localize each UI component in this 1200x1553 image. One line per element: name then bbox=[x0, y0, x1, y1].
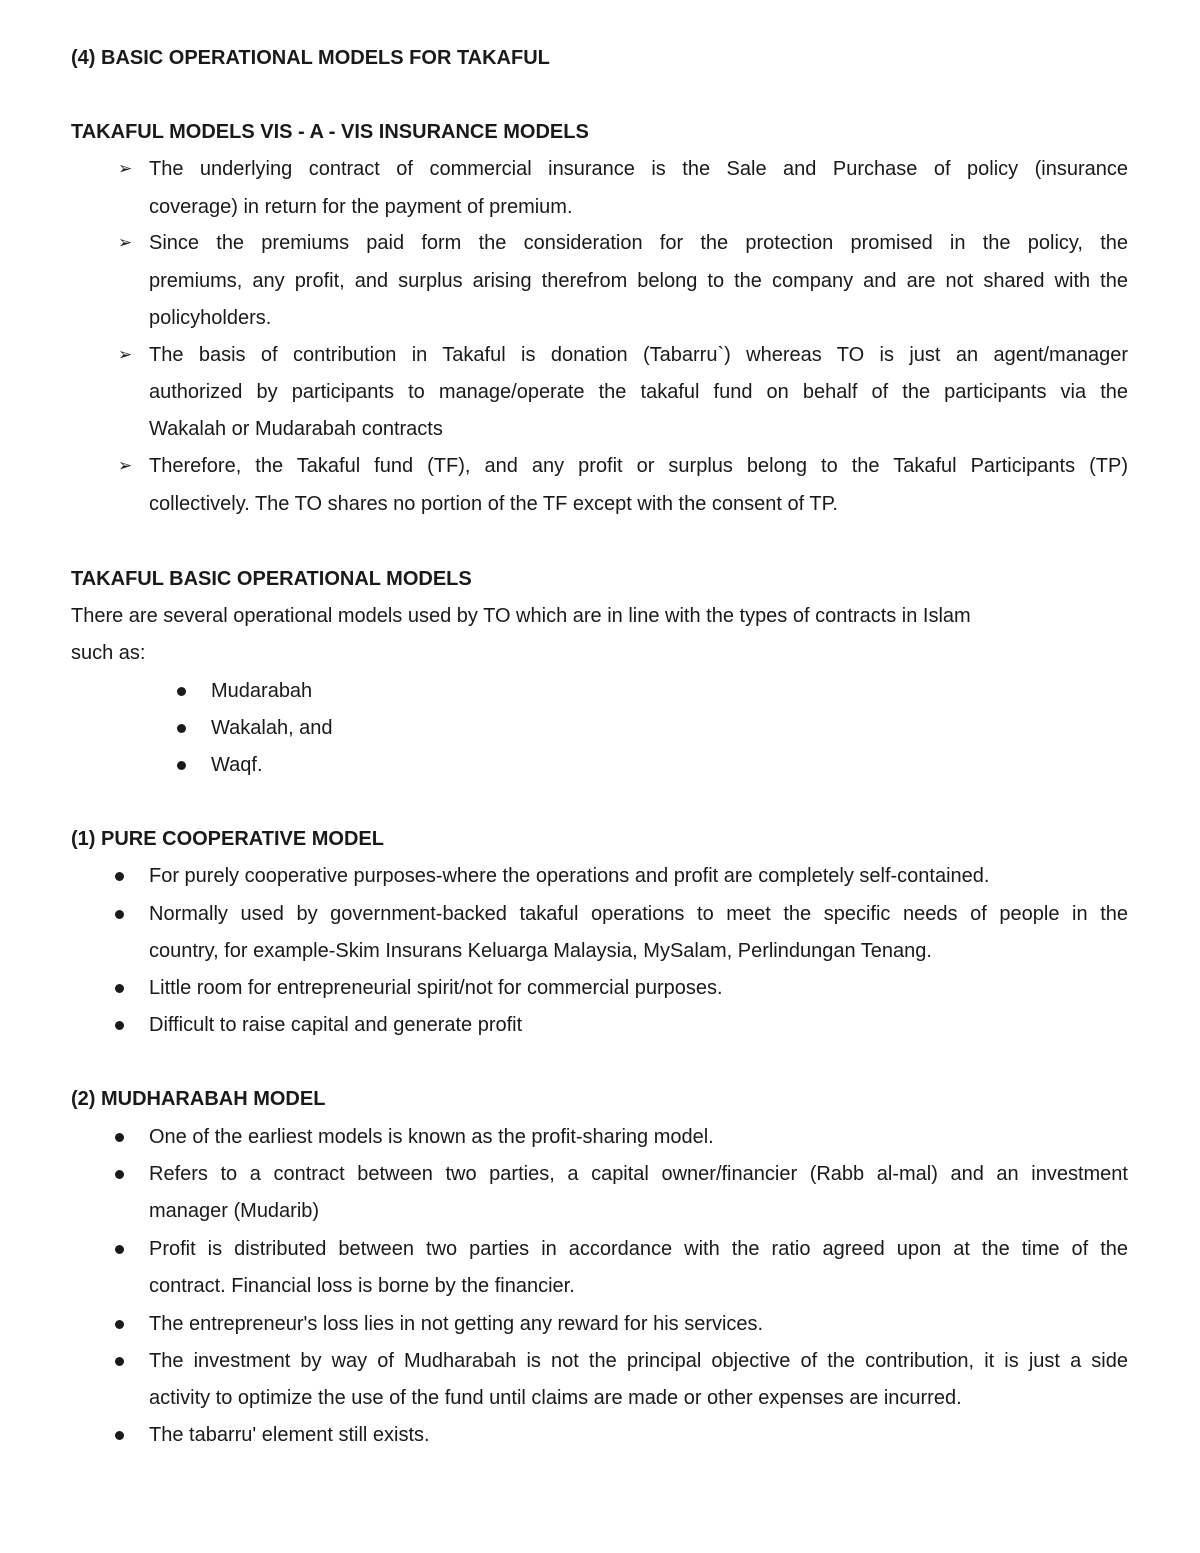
paragraph-line: The basis of contribution in Takaful is donation (Tabarru`) whereas TO is just an agent/manager bbox=[149, 344, 1128, 366]
list-item: Wakalah, and bbox=[211, 717, 333, 739]
paragraph-line: coverage) in return for the payment of premium. bbox=[149, 196, 573, 218]
bullet-icon bbox=[115, 1170, 124, 1179]
list-item: Mudarabah bbox=[211, 680, 313, 702]
arrow-bullet-icon: ➢ bbox=[118, 233, 133, 253]
bullet-icon bbox=[115, 872, 124, 881]
list-item-continued: manager (Mudarib) bbox=[149, 1200, 320, 1222]
bullet-icon bbox=[115, 1320, 124, 1329]
list-item-continued: country, for example-Skim Insurans Keluarga Malaysia, MySalam, Perlindungan Tenang. bbox=[149, 940, 932, 962]
bullet-icon bbox=[115, 1431, 124, 1440]
list-item: Waqf. bbox=[211, 754, 263, 776]
arrow-bullet-icon: ➢ bbox=[118, 456, 133, 476]
bullet-icon bbox=[177, 724, 186, 733]
list-item: Normally used by government-backed takaful operations to meet the specific needs of people in the bbox=[149, 903, 1128, 925]
bullet-icon bbox=[115, 1357, 124, 1366]
bullet-icon bbox=[115, 984, 124, 993]
list-item: One of the earliest models is known as the profit-sharing model. bbox=[149, 1126, 714, 1148]
paragraph-line: authorized by participants to manage/operate the takaful fund on behalf of the participants via the bbox=[149, 381, 1128, 403]
section-heading-mudharabah: (2) MUDHARABAH MODEL bbox=[71, 1088, 326, 1110]
paragraph-line: policyholders. bbox=[149, 307, 272, 329]
paragraph-line: premiums, any profit, and surplus arising therefrom belong to the company and are not shared with the bbox=[149, 270, 1128, 292]
intro-text: There are several operational models used by TO which are in line with the types of contracts in Islam bbox=[71, 605, 971, 627]
list-item: Profit is distributed between two parties in accordance with the ratio agreed upon at the time of the bbox=[149, 1238, 1128, 1260]
list-item: Refers to a contract between two parties, a capital owner/financier (Rabb al-mal) and an investment bbox=[149, 1163, 1128, 1185]
bullet-icon bbox=[115, 1021, 124, 1030]
paragraph-line: collectively. The TO shares no portion of the TF except with the consent of TP. bbox=[149, 493, 838, 515]
paragraph-line: Wakalah or Mudarabah contracts bbox=[149, 418, 443, 440]
bullet-icon bbox=[177, 761, 186, 770]
list-item-continued: activity to optimize the use of the fund until claims are made or other expenses are incurred. bbox=[149, 1387, 962, 1409]
intro-text: such as: bbox=[71, 642, 146, 664]
bullet-icon bbox=[177, 687, 186, 696]
list-item: Little room for entrepreneurial spirit/not for commercial purposes. bbox=[149, 977, 723, 999]
list-item: For purely cooperative purposes-where the operations and profit are completely self-contained. bbox=[149, 865, 990, 887]
arrow-bullet-icon: ➢ bbox=[118, 159, 133, 179]
paragraph-line: The underlying contract of commercial insurance is the Sale and Purchase of policy (insurance bbox=[149, 158, 1128, 180]
section-heading-basic-models: TAKAFUL BASIC OPERATIONAL MODELS bbox=[71, 568, 472, 590]
document-title: (4) BASIC OPERATIONAL MODELS FOR TAKAFUL bbox=[71, 47, 550, 69]
bullet-icon bbox=[115, 1245, 124, 1254]
bullet-icon bbox=[115, 910, 124, 919]
list-item: The investment by way of Mudharabah is not the principal objective of the contribution, it is just a side bbox=[149, 1350, 1128, 1372]
paragraph-line: Since the premiums paid form the consideration for the protection promised in the policy, the bbox=[149, 232, 1128, 254]
list-item: The tabarru' element still exists. bbox=[149, 1424, 430, 1446]
list-item-continued: contract. Financial loss is borne by the financier. bbox=[149, 1275, 575, 1297]
list-item: Difficult to raise capital and generate profit bbox=[149, 1014, 523, 1036]
list-item: The entrepreneur's loss lies in not getting any reward for his services. bbox=[149, 1313, 764, 1335]
bullet-icon bbox=[115, 1133, 124, 1142]
section-heading-insurance-models: TAKAFUL MODELS VIS - A - VIS INSURANCE MODELS bbox=[71, 121, 589, 143]
arrow-bullet-icon: ➢ bbox=[118, 345, 133, 365]
section-heading-pure-cooperative: (1) PURE COOPERATIVE MODEL bbox=[71, 828, 384, 850]
paragraph-line: Therefore, the Takaful fund (TF), and any profit or surplus belong to the Takaful Participants (TP) bbox=[149, 455, 1128, 477]
